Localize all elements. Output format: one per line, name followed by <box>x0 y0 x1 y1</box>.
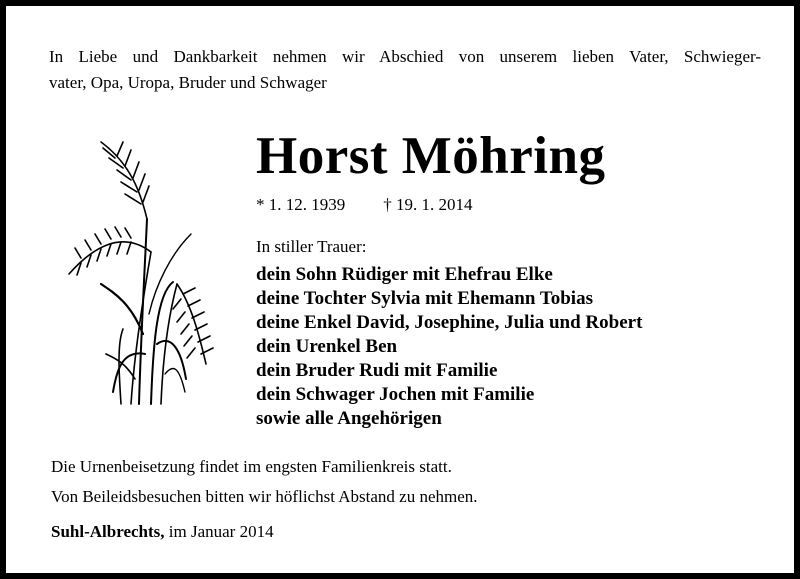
closing-text <box>51 452 478 512</box>
signoff-place: Suhl-Albrechts, <box>51 522 165 541</box>
condolence-note: Von Beileidsbesuchen bitten wir höflichst Abstand zu nehmen. <box>51 487 478 506</box>
intro-line-2: vater, Opa, Uropa, Bruder und Schwager <box>49 73 327 92</box>
mourner-item: dein Sohn Rüdiger mit Ehefrau Elke <box>256 264 553 285</box>
deceased-name: Horst Möhring <box>256 127 606 185</box>
mourner-item: dein Urenkel Ben <box>256 336 398 357</box>
mourner-item: deine Enkel David, Josephine, Julia und Robert <box>256 312 643 333</box>
burial-note: Die Urnenbeisetzung findet im engsten Familienkreis statt. <box>51 457 452 476</box>
signoff <box>51 520 274 544</box>
birth-date: * 1. 12. 1939 <box>256 195 346 214</box>
intro-line-1: In Liebe und Dankbarkeit nehmen wir Abschied von unserem lieben Vater, Schwieger- <box>49 47 761 66</box>
death-date: † 19. 1. 2014 <box>383 195 473 214</box>
mourning-intro: In stiller Trauer: <box>256 237 367 256</box>
mourners-list <box>256 263 642 431</box>
mourner-item: sowie alle Angehörigen <box>256 408 442 429</box>
life-dates <box>256 194 473 216</box>
mourner-item: dein Schwager Jochen mit Familie <box>256 384 535 405</box>
mourner-item: deine Tochter Sylvia mit Ehemann Tobias <box>256 288 593 309</box>
signoff-date: im Januar 2014 <box>168 522 274 541</box>
mourner-item: dein Bruder Rudi mit Familie <box>256 360 498 381</box>
wheat-icon <box>61 134 231 409</box>
intro-text <box>49 44 761 96</box>
